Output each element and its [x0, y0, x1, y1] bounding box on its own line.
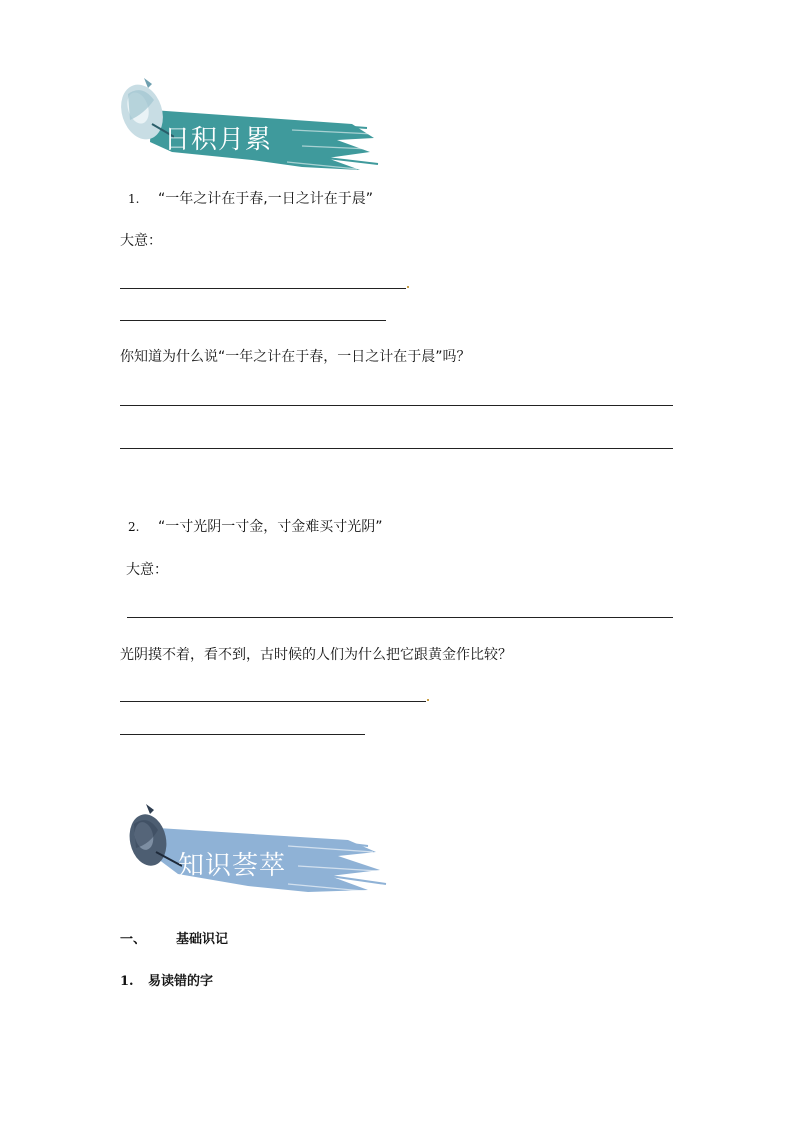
- meaning-label: 大意：: [120, 233, 162, 249]
- subsection-number: 1.: [120, 974, 134, 989]
- line-end-mark: [427, 699, 429, 701]
- item-number: 1.: [128, 192, 140, 206]
- meaning-label: 大意：: [126, 562, 168, 578]
- banner-zhishi-huicui: [118, 800, 390, 910]
- banner-riji-yuelei: [112, 72, 380, 182]
- proverb-quote: “一年之计在于春,一日之计在于晨”: [158, 191, 373, 207]
- section-heading: 基础识记: [176, 932, 229, 947]
- question-text: 你知道为什么说“一年之计在于春，一日之计在于晨”吗？: [120, 349, 471, 365]
- answer-line[interactable]: [120, 734, 365, 735]
- answer-line[interactable]: [120, 320, 386, 321]
- answer-line[interactable]: [120, 405, 673, 406]
- subsection-heading: 易读错的字: [148, 974, 214, 989]
- answer-line[interactable]: [120, 448, 673, 449]
- question-text: 光阴摸不着，看不到，古时候的人们为什么把它跟黄金作比较？: [120, 647, 512, 663]
- answer-line[interactable]: [120, 701, 426, 702]
- banner-title: 日积月累: [164, 125, 273, 155]
- stone-ornament-icon: [122, 800, 182, 880]
- item-number: 2.: [128, 520, 140, 534]
- answer-line[interactable]: [120, 288, 406, 289]
- answer-line[interactable]: [127, 617, 673, 618]
- banner-title: 知识荟萃: [178, 851, 287, 881]
- section-number: 一、: [120, 932, 147, 947]
- line-end-mark: [407, 286, 409, 288]
- proverb-quote: “一寸光阴一寸金，寸金难买寸光阴”: [158, 519, 383, 535]
